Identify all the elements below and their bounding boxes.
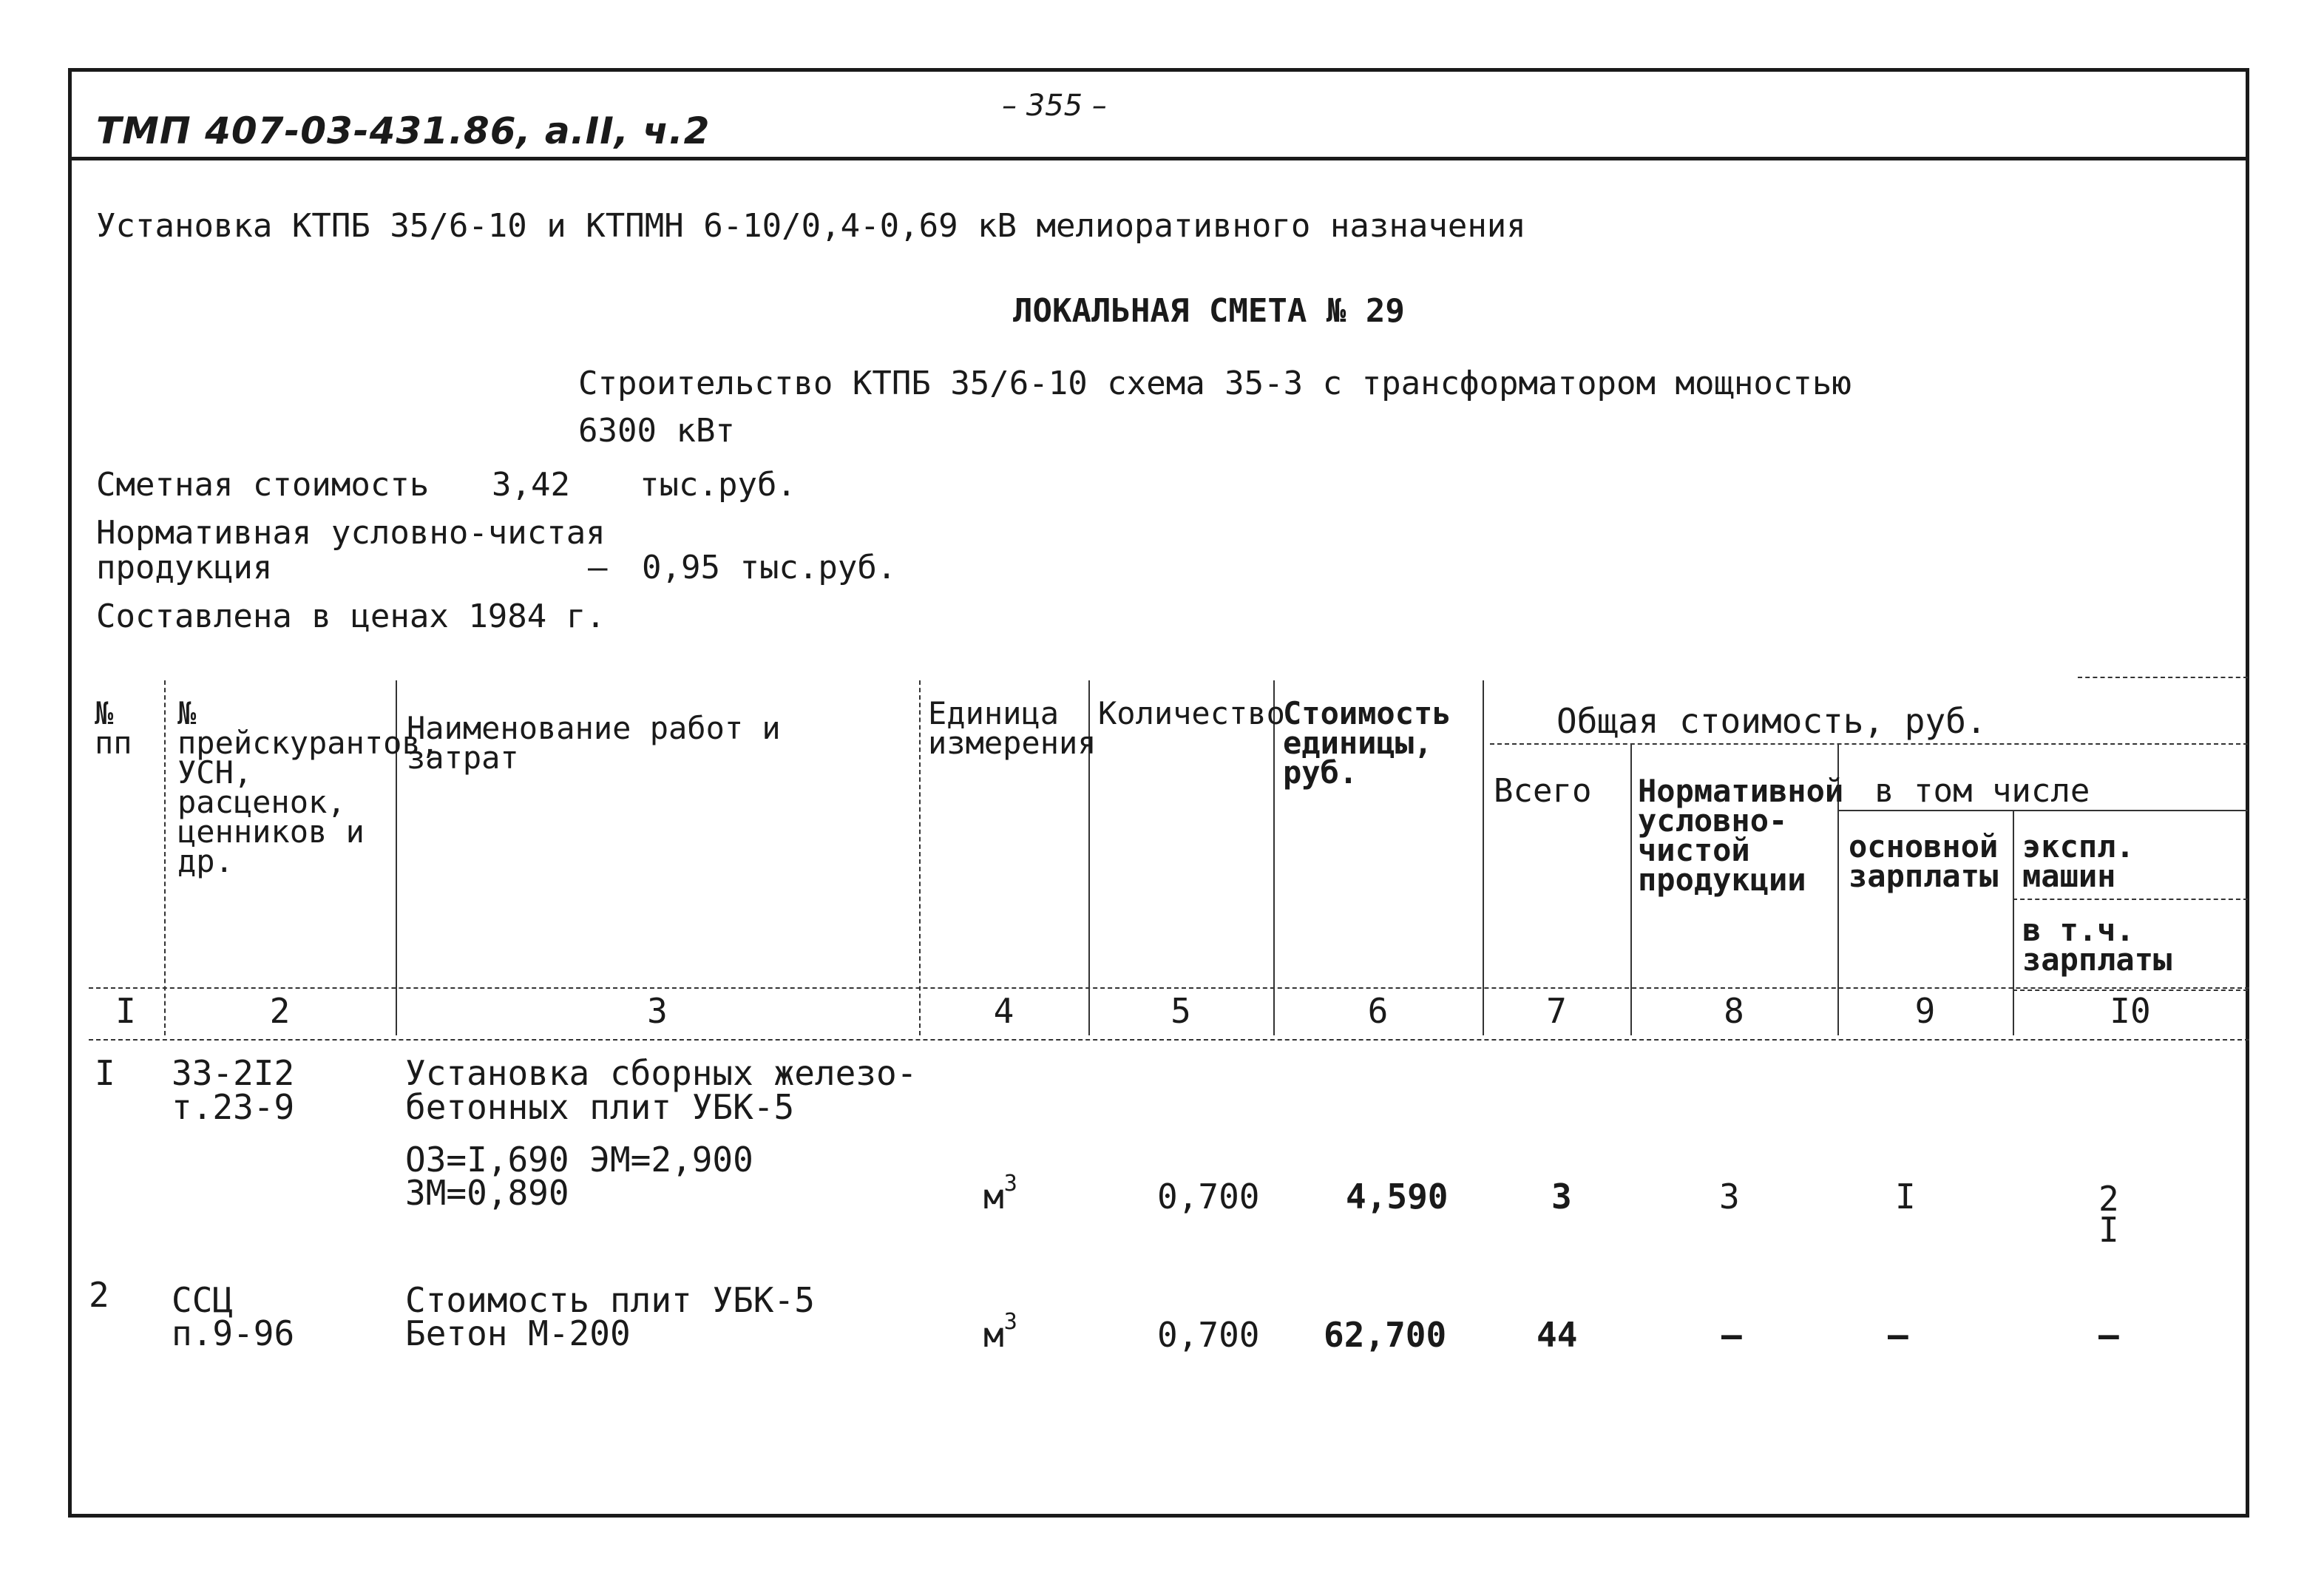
column-number-6: 6 (1367, 991, 1389, 1031)
row1-machines-salary: I (2098, 1210, 2119, 1250)
header-col-quantity: Количество (1098, 695, 1285, 731)
column-number-2: 2 (269, 991, 291, 1031)
row1-unit-text: м (983, 1177, 1004, 1217)
prices-year: Составлена в ценах 1984 г. (96, 598, 606, 635)
row1-reference-line2: т.23-9 (172, 1087, 295, 1127)
header-col-normative: Нормативной условно-чистой продукции (1638, 773, 1844, 898)
grid-line (1483, 680, 1484, 1035)
grid-line (919, 680, 921, 1035)
header-col-machines-salary: в т.ч. зарплаты (2022, 912, 2172, 978)
row2-quantity: 0,700 (1157, 1315, 1260, 1355)
column-number-1: I (115, 991, 136, 1031)
row2-unit-text: м (983, 1315, 1004, 1355)
grid-line (1837, 810, 2248, 811)
installation-title: Установка КТПБ 35/6-10 и КТПМН 6-10/0,4-0,69 кВ мелиоративного назначения (96, 207, 1526, 245)
row1-name-line2: бетонных плит УБК-5 (405, 1087, 795, 1127)
normative-dash: – (588, 549, 608, 586)
row2-number: 2 (89, 1275, 109, 1315)
estimated-cost-unit: тыс.руб. (640, 466, 796, 504)
row2-salary: – (1888, 1315, 1908, 1355)
row1-name-line1: Установка сборных железо- (405, 1053, 918, 1093)
grid-line (1490, 743, 2248, 745)
row1-unit-superscript: 3 (1003, 1171, 1017, 1197)
estimated-cost-value: 3,42 (492, 466, 570, 504)
normative-label-line1: Нормативная условно-чистая (96, 514, 606, 552)
column-number-7: 7 (1546, 991, 1567, 1031)
row1-salary: I (1895, 1177, 1916, 1217)
row2-total: 44 (1537, 1315, 1578, 1355)
document-code: ТМП 407-03-431.86, а.II, ч.2 (96, 109, 711, 152)
header-group-including: в том числе (1874, 772, 2090, 810)
grid-line (2013, 899, 2248, 900)
row1-number: I (95, 1053, 115, 1093)
header-col-number: № пп (95, 695, 132, 761)
row1-total: 3 (1551, 1177, 1572, 1217)
header-col-unit: Единица измерения (928, 695, 1097, 761)
construction-description-line1: Строительство КТПБ 35/6-10 схема 35-3 с трансформатором мощностью (578, 365, 1852, 402)
row1-unit (983, 1171, 1017, 1217)
column-number-8: 8 (1724, 991, 1744, 1031)
header-col-unit-cost: Стоимость единицы, руб. (1283, 695, 1451, 791)
row2-name-line1: Стоимость плит УБК-5 (405, 1280, 815, 1320)
row2-unit (983, 1309, 1017, 1355)
grid-line (1273, 680, 1275, 1035)
estimated-cost-label: Сметная стоимость (96, 466, 430, 504)
header-col-machines: экспл. машин (2022, 828, 2135, 894)
row1-normative: 3 (1719, 1177, 1740, 1217)
normative-label-line2: продукция (96, 549, 273, 586)
grid-line (89, 987, 2249, 989)
header-divider (68, 157, 2249, 160)
row2-machines: – (2098, 1315, 2119, 1355)
grid-line (164, 680, 166, 1035)
row2-name-line2: Бетон М-200 (405, 1313, 631, 1353)
row2-unit-cost: 62,700 (1324, 1315, 1447, 1355)
row1-coefficients-line1: ОЗ=I,690 ЭМ=2,900 (405, 1140, 753, 1180)
column-number-3: 3 (647, 991, 668, 1031)
column-number-10: I0 (2110, 991, 2151, 1031)
grid-line (89, 1039, 2249, 1041)
header-col-total: Всего (1494, 772, 1592, 810)
row1-unit-cost: 4,590 (1346, 1177, 1449, 1217)
row2-reference-line2: п.9-96 (172, 1313, 295, 1353)
page-number: – 355 – (1002, 89, 1107, 123)
construction-description-line2: 6300 кВт (578, 412, 735, 450)
row1-machines: 2 (2098, 1179, 2119, 1219)
column-number-4: 4 (993, 991, 1014, 1031)
header-col-salary: основной зарплаты (1849, 828, 1999, 894)
row2-unit-superscript: 3 (1003, 1309, 1017, 1335)
grid-line (2078, 677, 2248, 678)
row1-coefficients-line2: ЗМ=0,890 (405, 1173, 569, 1213)
column-number-5: 5 (1171, 991, 1191, 1031)
header-col-reference: № прейскурантов, УСН, расценок, ценников и др. (177, 695, 440, 879)
row1-quantity: 0,700 (1157, 1177, 1260, 1217)
header-col-name: Наименование работ и затрат (407, 710, 781, 776)
row2-reference-line1: ССЦ (172, 1280, 234, 1320)
header-group-total: Общая стоимость, руб. (1556, 701, 1987, 741)
column-number-9: 9 (1914, 991, 1936, 1031)
row2-normative: – (1721, 1315, 1742, 1355)
row1-reference-line1: 33-2I2 (172, 1053, 295, 1093)
normative-value: 0,95 тыс.руб. (642, 549, 897, 586)
estimate-title: ЛОКАЛЬНАЯ СМЕТА № 29 (1013, 292, 1405, 330)
